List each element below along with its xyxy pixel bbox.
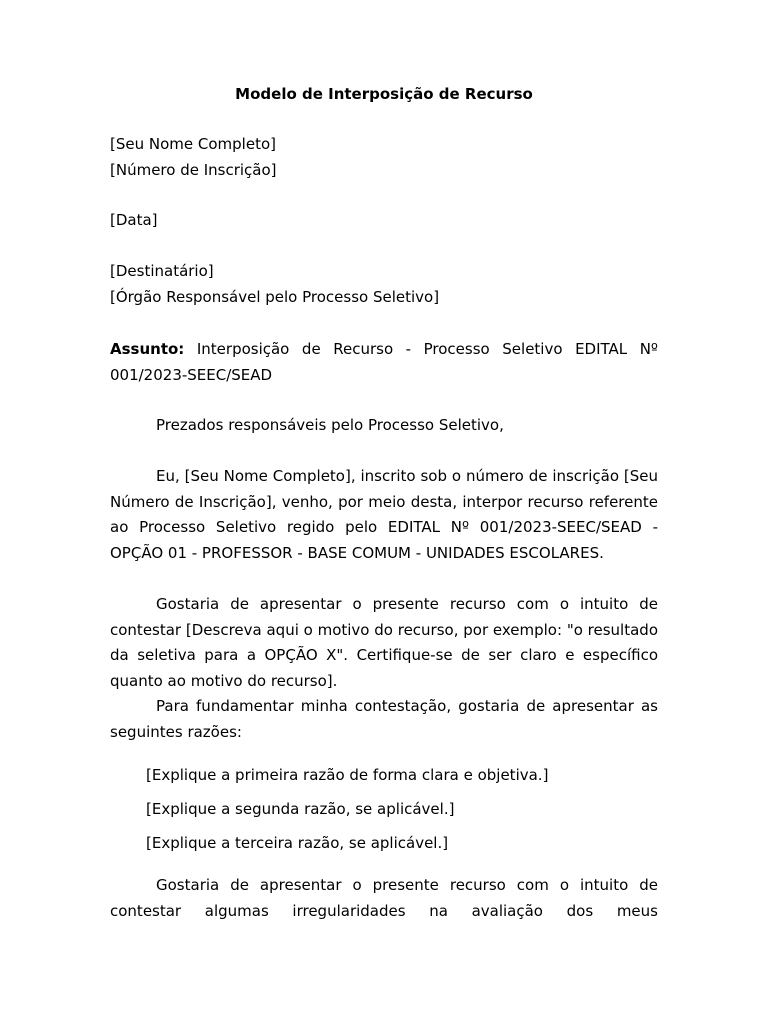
reason-item: [Explique a segunda razão, se aplicável.] [146, 800, 455, 818]
reason-item: [Explique a terceira razão, se aplicável.] [146, 834, 449, 852]
document-title: Modelo de Interposição de Recurso [235, 85, 533, 103]
recipient: [Destinatário] [110, 262, 214, 280]
recipient-organ: [Órgão Responsável pelo Processo Seletivo] [110, 288, 440, 306]
greeting: Prezados responsáveis pelo Processo Seletivo, [156, 416, 504, 434]
document-date: [Data] [110, 211, 158, 229]
paragraph-reasons-intro: Para fundamentar minha contestação, gostaria de apresentar as seguintes razões: [110, 697, 658, 741]
subject-line [110, 337, 658, 388]
sender-registration: [Número de Inscrição] [110, 161, 277, 179]
reason-item: [Explique a primeira razão de forma clara e objetiva.] [146, 766, 549, 784]
paragraph-intro: Eu, [Seu Nome Completo], inscrito sob o número de inscrição [Seu Número de Inscrição], venho, por meio desta, interpor recurso referente ao Processo Seletivo regido pelo EDITAL Nº 001/2023-SEEC/SEAD - OPÇÃO 01 - PROFESSOR - BASE COMUM - UNIDADES ESCOLARES. [110, 467, 658, 562]
sender-name: [Seu Nome Completo] [110, 135, 276, 153]
paragraph-final: Gostaria de apresentar o presente recurso com o intuito de contestar algumas irregularidades na avaliação dos meus [110, 876, 658, 920]
subject-label: Assunto: [110, 340, 185, 358]
paragraph-contest: Gostaria de apresentar o presente recurso com o intuito de contestar [Descreva aqui o motivo do recurso, por exemplo: "o resultado da seletiva para a OPÇÃO X". Certifique-se de ser claro e específico quanto ao motivo do recurso]. [110, 595, 658, 690]
subject-text: Interposição de Recurso - Processo Seletivo EDITAL Nº 001/2023-SEEC/SEAD [110, 340, 658, 384]
